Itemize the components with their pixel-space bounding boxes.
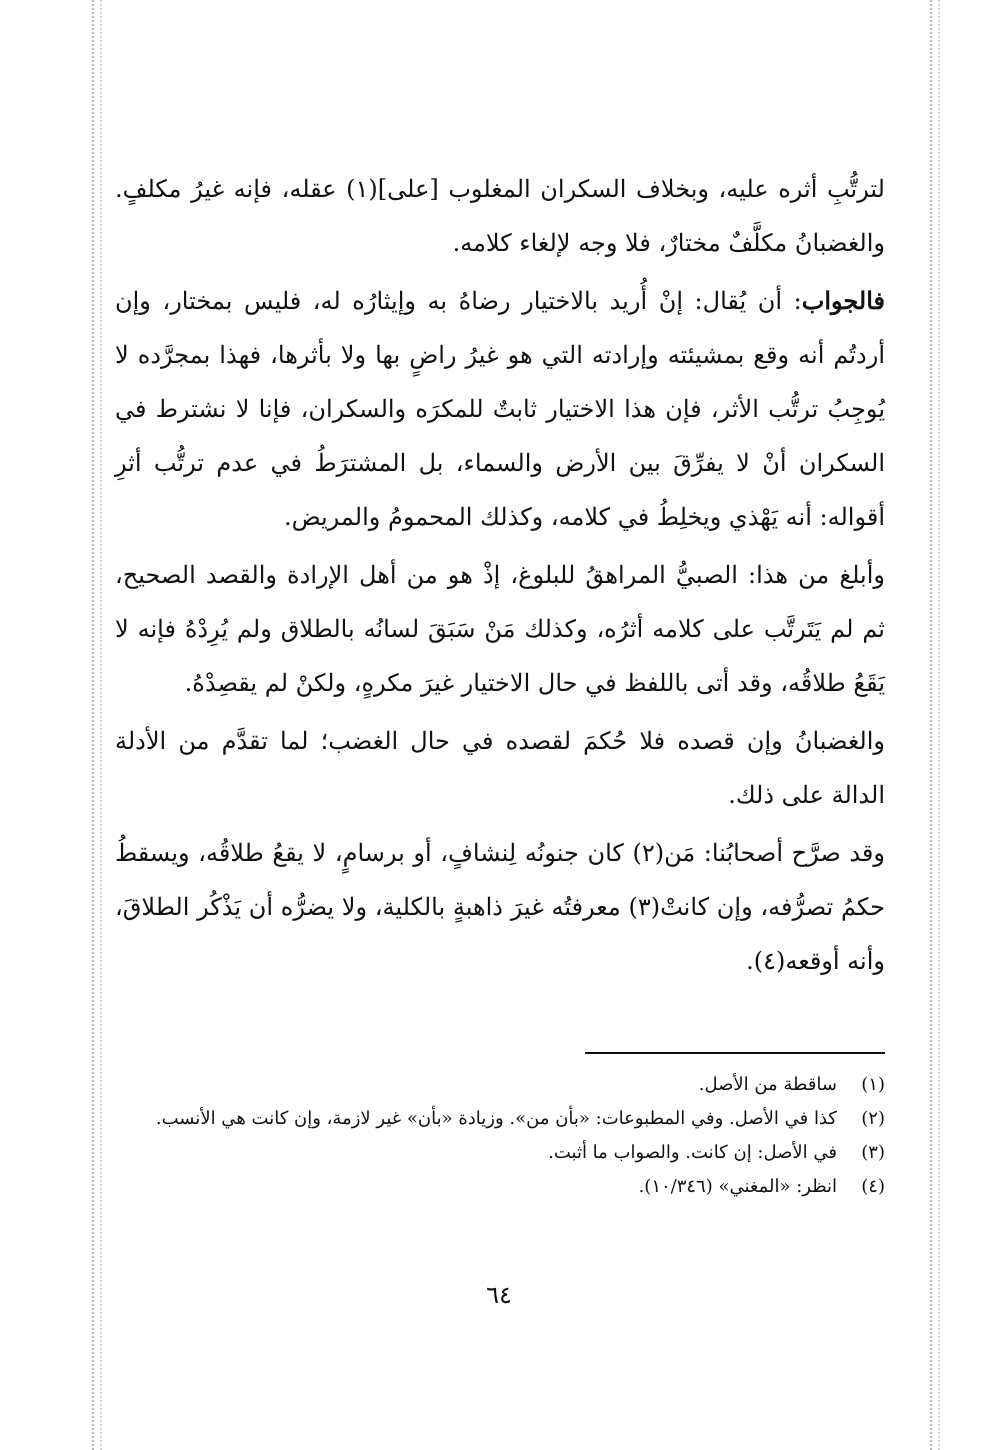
- footnote-separator: [585, 1052, 885, 1054]
- footnote-4: [115, 1170, 885, 1204]
- scan-edge-left-inner: [100, 0, 102, 1450]
- paragraph-5: [115, 826, 885, 988]
- paragraph-4: [115, 714, 885, 822]
- paragraph-lead-word: فالجواب: [801, 286, 885, 315]
- footnote-3: [115, 1136, 885, 1170]
- scan-edge-right-inner: [938, 0, 940, 1450]
- footnote-number: (٤): [861, 1176, 885, 1197]
- scan-edge-left: [92, 0, 94, 1450]
- footnote-text: في الأصل: إن كانت. والصواب ما أثبت.: [548, 1142, 837, 1163]
- paragraph-text: : أن يُقال: إنْ أُريد بالاختيار رضاهُ به وإيثارُه له، فليس بمختار، وإن أردتُم أنه وقع بمشيئته وإرادته التي هو غيرُ راضٍ بها ولا بأثرها، فهذا بمجرَّده لا يُوجِبُ ترتُّب الأثر، فإن هذا الاختيار ثابتٌ للمكرَه والسكران، فإنا لا نشترط في السكران أنْ لا يفرِّقَ بين الأرض والسماء، بل المشترَطُ في عدم ترتُّب أثرِ أقواله: أنه يَهْذي ويخلِطُ في كلامه، وكذلك المحمومُ والمريض.: [115, 287, 885, 531]
- paragraph-2: [115, 274, 885, 544]
- footnote-number: (١): [861, 1074, 885, 1095]
- main-text: [115, 162, 885, 992]
- footnote-text: انظر: «المغني» (١٠/٣٤٦).: [638, 1176, 837, 1197]
- footnote-text: ساقطة من الأصل.: [698, 1074, 837, 1095]
- paragraph-text: لترتُّبِ أثره عليه، وبخلاف السكران المغلوب [على](١) عقله، فإنه غيرُ مكلفٍ. والغضبانُ مكلَّفٌ مختارٌ، فلا وجه لإلغاء كلامه.: [115, 175, 885, 257]
- paragraph-text: وأبلغ من هذا: الصبيُّ المراهقُ للبلوغ، إذْ هو من أهل الإرادة والقصد الصحيح، ثم لم يَتَرتَّب على كلامه أثرُه، وكذلك مَنْ سَبَقَ لسانُه بالطلاق ولم يُرِدْهُ فإنه لا يَقَعُ طلاقُه، وقد أتى باللفظ في حال الاختيار غيرَ مكرهٍ، ولكنْ لم يقصِدْهُ.: [115, 561, 885, 697]
- paragraph-text: وقد صرَّح أصحابُنا: مَن(٢) كان جنونُه لِنشافٍ، أو برسامٍ، لا يقعُ طلاقُه، ويسقطُ حكمُ تصرُّفه، وإن كانتْ(٣) معرفتُه غيرَ ذاهبةٍ بالكلية، ولا يضرُّه أن يَذْكُر الطلاقَ، وأنه أوقعه(٤).: [115, 839, 885, 975]
- scan-edge-right: [930, 0, 932, 1450]
- paragraph-text: والغضبانُ وإن قصده فلا حُكمَ لقصده في حال الغضب؛ لما تقدَّم من الأدلة الدالة على ذلك.: [115, 727, 885, 809]
- footnote-text: كذا في الأصل. وفي المطبوعات: «بأن من». وزيادة «بأن» غير لازمة، وإن كانت هي الأنسب.: [155, 1108, 837, 1129]
- footnotes: [115, 1068, 885, 1204]
- footnote-number: (٢): [861, 1108, 885, 1129]
- footnote-2: [115, 1102, 885, 1136]
- paragraph-3: [115, 548, 885, 710]
- footnote-1: [115, 1068, 885, 1102]
- footnote-number: (٣): [861, 1142, 885, 1163]
- page-number: ٦٤: [486, 1281, 512, 1309]
- paragraph-1: [115, 162, 885, 270]
